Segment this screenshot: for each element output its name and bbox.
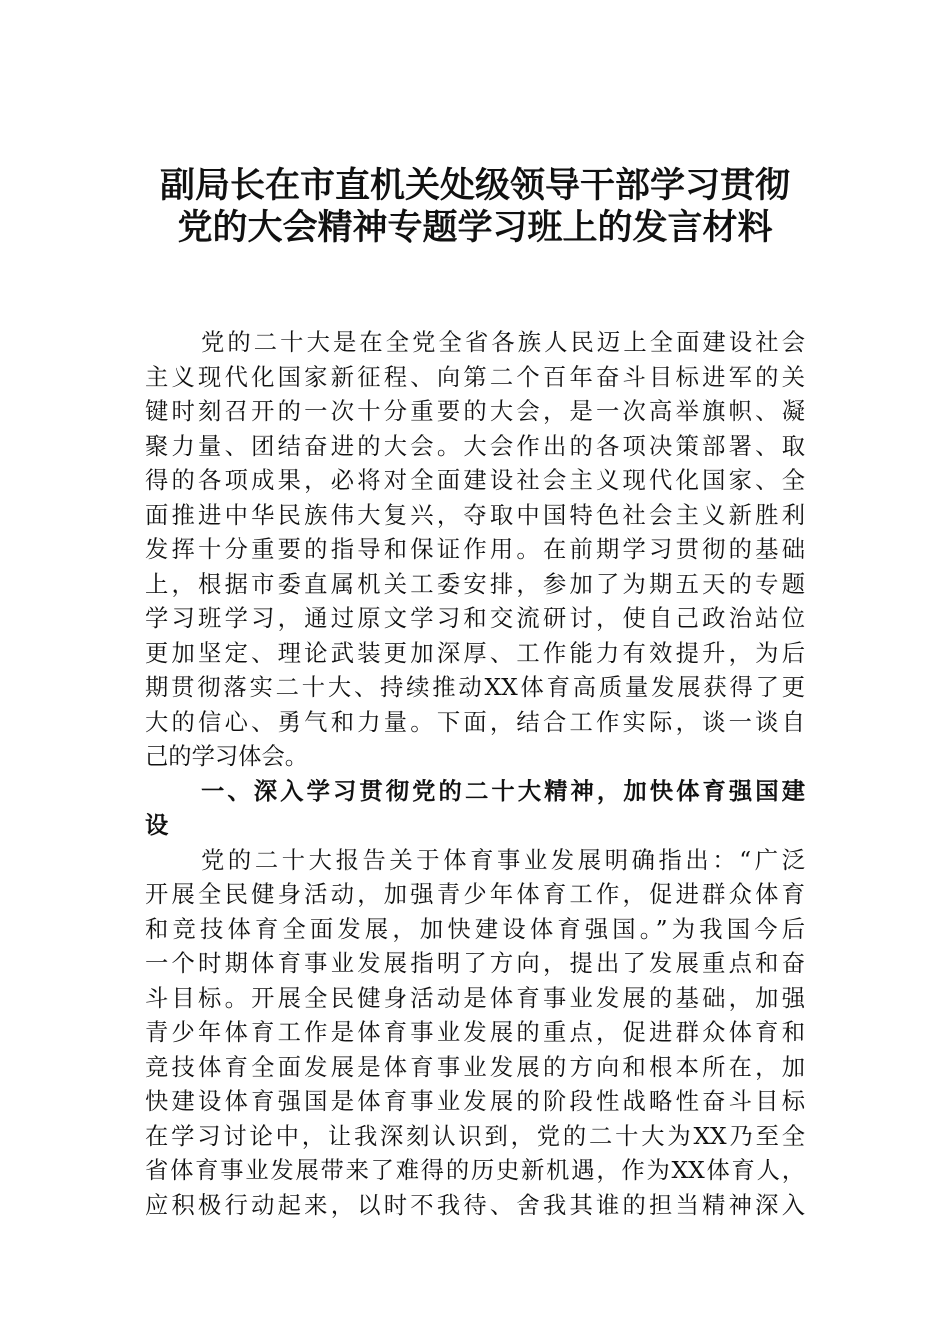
document-title-line-2: 党的大会精神专题学习班上的发言材料 xyxy=(177,207,773,248)
paragraph-2-line: 省体育事业发展带来了难得的历史新机遇，作为XX体育人， xyxy=(145,1157,805,1184)
paragraph-1-line: 聚力量、团结奋进的大会。大会作出的各项决策部署、取 xyxy=(145,432,805,460)
paragraph-1-line: 学习班学习，通过原文学习和交流研讨，使自己政治站位 xyxy=(145,605,805,632)
paragraph-1-line: 键时刻召开的一次十分重要的大会，是一次高举旗帜、凝 xyxy=(145,398,805,425)
paragraph-1-line: 得的各项成果，必将对全面建设社会主义现代化国家、全 xyxy=(145,467,805,494)
section-heading-line: 设 xyxy=(145,812,169,839)
paragraph-1-line: 大的信心、勇气和力量。下面，结合工作实际，谈一谈自 xyxy=(145,708,805,736)
paragraph-2-line: 竞技体育全面发展是体育事业发展的方向和根本所在，加 xyxy=(145,1053,805,1081)
paragraph-2-line: 斗目标。开展全民健身活动是体育事业发展的基础，加强 xyxy=(145,984,805,1012)
paragraph-1-line: 更加坚定、理论武装更加深厚、工作能力有效提升，为后 xyxy=(145,639,805,667)
paragraph-1-line: 上，根据市委直属机关工委安排，参加了为期五天的专题 xyxy=(145,570,805,598)
paragraph-1-line: 党的二十大是在全党全省各族人民迈上全面建设社会 xyxy=(201,329,805,356)
document-body xyxy=(145,326,805,1223)
paragraph-1-line: 面推进中华民族伟大复兴，夺取中国特色社会主义新胜利 xyxy=(145,501,805,529)
document-title-line-1: 副局长在市直机关处级领导干部学习贯彻 xyxy=(159,165,790,206)
paragraph-1-line: 主义现代化国家新征程、向第二个百年奋斗目标进军的关 xyxy=(145,363,805,391)
paragraph-2-line: 应积极行动起来，以时不我待、舍我其谁的担当精神深入 xyxy=(145,1191,805,1219)
paragraph-2-line: 在学习讨论中，让我深刻认识到，党的二十大为XX乃至全 xyxy=(145,1122,805,1150)
paragraph-1-line: 己的学习体会。 xyxy=(145,743,309,770)
paragraph-2-line: 和竞技体育全面发展，加快建设体育强国。”为我国今后 xyxy=(145,915,805,943)
paragraph-2-line: 一个时期体育事业发展指明了方向，提出了发展重点和奋 xyxy=(145,950,805,977)
paragraph-2-line: 开展全民健身活动，加强青少年体育工作，促进群众体育 xyxy=(145,881,805,908)
paragraph-2-line: 党的二十大报告关于体育事业发展明确指出：“广泛 xyxy=(201,846,805,874)
paragraph-2-line: 快建设体育强国是体育事业发展的阶段性战略性奋斗目标 xyxy=(145,1088,805,1115)
paragraph-1-line: 发挥十分重要的指导和保证作用。在前期学习贯彻的基础 xyxy=(145,536,805,563)
paragraph-1-line: 期贯彻落实二十大、持续推动XX体育高质量发展获得了更 xyxy=(145,674,805,701)
section-heading-line: 一、深入学习贯彻党的二十大精神，加快体育强国建 xyxy=(201,777,805,805)
paragraph-2-line: 青少年体育工作是体育事业发展的重点，促进群众体育和 xyxy=(145,1019,805,1046)
